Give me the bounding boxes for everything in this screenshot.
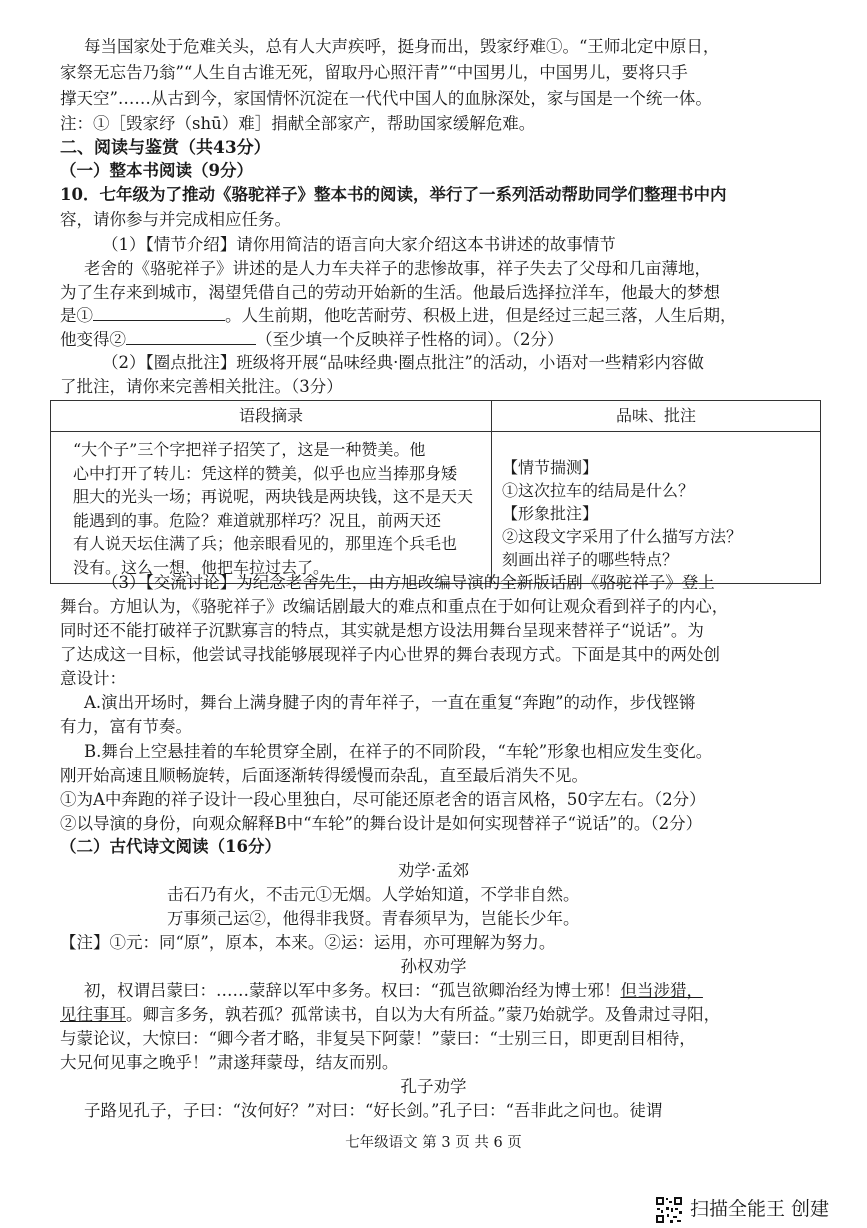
underlined-phrase: 见往事耳 — [60, 1005, 126, 1024]
sunquan-line-4: 大兄何见事之晚乎！”肃遂拜蒙母，结友而别。 — [60, 1053, 399, 1072]
sub2-line-2: 了批注，请你来完善相关批注。（3分） — [60, 377, 343, 396]
table-row — [51, 432, 821, 584]
poem-line-2: 万事须己运②，他得非我贤。青春须早为，岂能长少年。 — [167, 909, 580, 928]
annotation-table — [50, 400, 821, 584]
sub3-question-2: ②以导演的身份，向观众解释B中“车轮”的舞台设计是如何实现替祥子“说话”的。（2分） — [60, 814, 703, 833]
intro-line-2: 家祭无忘告乃翁”“人生自古谁无死，留取丹心照汗青”“中国男儿，中国男儿，要将只手 — [60, 63, 688, 82]
comment-line: ①这次拉车的结局是什么？ — [502, 481, 695, 500]
excerpt-line: “大个子”三个字把祥子招笑了，这是一种赞美。他 — [73, 440, 426, 459]
sub2-line-1: （2）【圈点批注】班级将开展“品味经典·圈点批注”的活动，小语对一些精彩内容做 — [102, 353, 704, 372]
sub1-line-1: 老舍的《骆驼祥子》讲述的是人力车夫祥子的悲惨故事，祥子失去了父母和几亩薄地， — [84, 259, 711, 278]
kongzi-line-1: 子路见孔子，子曰：“汝何好？”对曰：“好长剑。”孔子曰：“吾非此之问也。徒谓 — [84, 1101, 663, 1120]
comment-line: 【形象批注】 — [502, 504, 599, 523]
sub1-line-4-start: 他变得② — [60, 330, 126, 349]
sub3-line-1: （3）【交流讨论】为纪念老舍先生，由方旭改编导演的全新版话剧《骆驼祥子》登上 — [102, 573, 715, 592]
excerpt-line: 胆大的光头一场；再说呢，两块钱是两块钱，这不是天天 — [73, 487, 474, 506]
sub1-line-3-end: 。人生前期，他吃苦耐劳、积极上进，但是经过三起三落，人生后期， — [225, 306, 737, 325]
excerpt-cell — [51, 432, 492, 584]
sub1-line-3-start: 是① — [60, 306, 93, 325]
intro-line-3: 撑天空”……从古到今，家国情怀沉淀在一代代中国人的血脉深处，家与国是一个统一体。 — [60, 89, 712, 108]
sunquan-line-2 — [60, 1004, 720, 1026]
excerpt-line: 没有。这么一想，他把车拉过去了。 — [73, 557, 330, 577]
excerpt-line: 心中打开了转儿：凭这样的赞美，似乎也应当捧那身矮 — [73, 463, 458, 483]
intro-note: 注：①［毁家纾（shū）难］捐献全部家产，帮助国家缓解危难。 — [60, 114, 536, 133]
excerpt-line: 能遇到的事。危险？难道就那样巧？况且，前两天还 — [73, 510, 442, 530]
underlined-phrase: 但当涉猎， — [620, 981, 703, 1000]
sub1-line-2: 为了生存来到城市，渴望凭借自己的劳动开始新的生活。他最后选择拉洋车，他最大的梦想 — [60, 283, 720, 302]
design-a-line-1: A.演出开场时，舞台上满身腱子肉的青年祥子，一直在重复“奔跑”的动作，步伐铿锵 — [84, 693, 696, 712]
section-title: 二、阅读与鉴赏（共43分） — [60, 138, 271, 158]
sunquan-line-1 — [84, 980, 703, 1002]
excerpt-line: 有人说天坛住满了兵；他亲眼看见的，那里连个兵毛也 — [73, 534, 458, 553]
design-b-line-2: 刚开始高速且顺畅旋转，后面逐渐转得缓慢而杂乱，直至最后消失不见。 — [60, 766, 588, 785]
question-10-line-2: 容，请你参与并完成相应任务。 — [60, 210, 291, 229]
comment-line: 刻画出祥子的哪些特点？ — [502, 550, 679, 569]
sub3-line-3: 同时还不能打破祥子沉默寡言的特点，其实就是想方设法用舞台呈现来替祥子“说话”。为 — [60, 621, 704, 640]
question-10-line-1 — [60, 184, 726, 206]
part-title-classical: （二）古代诗文阅读（16分） — [60, 837, 281, 856]
comment-cell — [492, 432, 821, 584]
poem-title: 劝学·孟郊 — [397, 861, 470, 880]
sub3-question-1: ①为A中奔跑的祥子设计一段心里独白，尽可能还原老舍的语言风格，50字左右。（2分） — [60, 790, 706, 809]
sub3-line-4: 了达成这一目标，他尝试寻找能够展现祥子内心世界的舞台表现方式。下面是其中的两处创 — [60, 645, 720, 664]
sub3-line-2: 舞台。方旭认为，《骆驼祥子》改编话剧最大的难点和重点在于如何让观众看到祥子的内心， — [60, 597, 729, 616]
sub1-line-4 — [60, 329, 564, 351]
part-title-whole-book: （一）整本书阅读（9分） — [60, 161, 253, 180]
poem-note: 【注】①元：同“原”，原本，本来。②运：运用，亦可理解为努力。 — [60, 933, 556, 952]
comment-line: ②这段文字采用了什么描写方法？ — [502, 527, 743, 546]
kongzi-title: 孔子劝学 — [400, 1077, 467, 1096]
design-a-line-2: 有力，富有节奏。 — [60, 717, 192, 736]
table-header-comment: 品味、批注 — [492, 401, 821, 432]
sub1-line-4-end: （至少填一个反映祥子性格的词）。（2分） — [256, 330, 564, 349]
intro-line-1: 每当国家处于危难关头，总有人大声疾呼，挺身而出，毁家纾难①。“王师北定中原日， — [84, 37, 720, 56]
sunquan-line-3: 与蒙论议，大惊曰：“卿今者才略，非复吴下阿蒙！”蒙曰：“士别三日，即更刮目相待， — [60, 1029, 696, 1048]
sub3-line-5: 意设计： — [60, 669, 126, 688]
question-10-text: 10．七年级为了推动《骆驼祥子》整本书的阅读，举行了一系列活动帮助同学们整理书中内 — [60, 185, 727, 204]
sunquan-line-1-text: 初，权谓吕蒙曰：……蒙辞以军中多务。权曰：“孤岂欲卿治经为博士邪！ — [84, 981, 621, 1000]
table-header-excerpt: 语段摘录 — [51, 401, 492, 432]
qr-code-icon — [655, 1196, 683, 1224]
sub1-line-3 — [60, 305, 737, 327]
sub1-title: （1）【情节介绍】请你用简洁的语言向大家介绍这本书讲述的故事情节 — [102, 235, 616, 254]
scanner-watermark: 扫描全能王 创建 — [690, 1198, 830, 1220]
page-footer: 七年级语文 第 3 页 共 6 页 — [345, 1135, 522, 1151]
comment-line: 【情节揣测】 — [502, 458, 599, 477]
sunquan-title: 孙权劝学 — [400, 957, 467, 976]
poem-line-1: 击石乃有火，不击元①无烟。人学始知道，不学非自然。 — [167, 885, 580, 904]
answer-blank-2[interactable] — [126, 330, 256, 345]
design-b-line-1: B.舞台上空悬挂着的车轮贯穿全剧，在祥子的不同阶段，“车轮”形象也相应发生变化。 — [84, 742, 713, 761]
table-header-row — [51, 401, 821, 432]
answer-blank-1[interactable] — [93, 306, 225, 321]
sunquan-line-2-text: 。卿言多务，孰若孤？孤常读书，自以为大有所益。”蒙乃始就学。及鲁肃过寻阳， — [126, 1005, 721, 1024]
